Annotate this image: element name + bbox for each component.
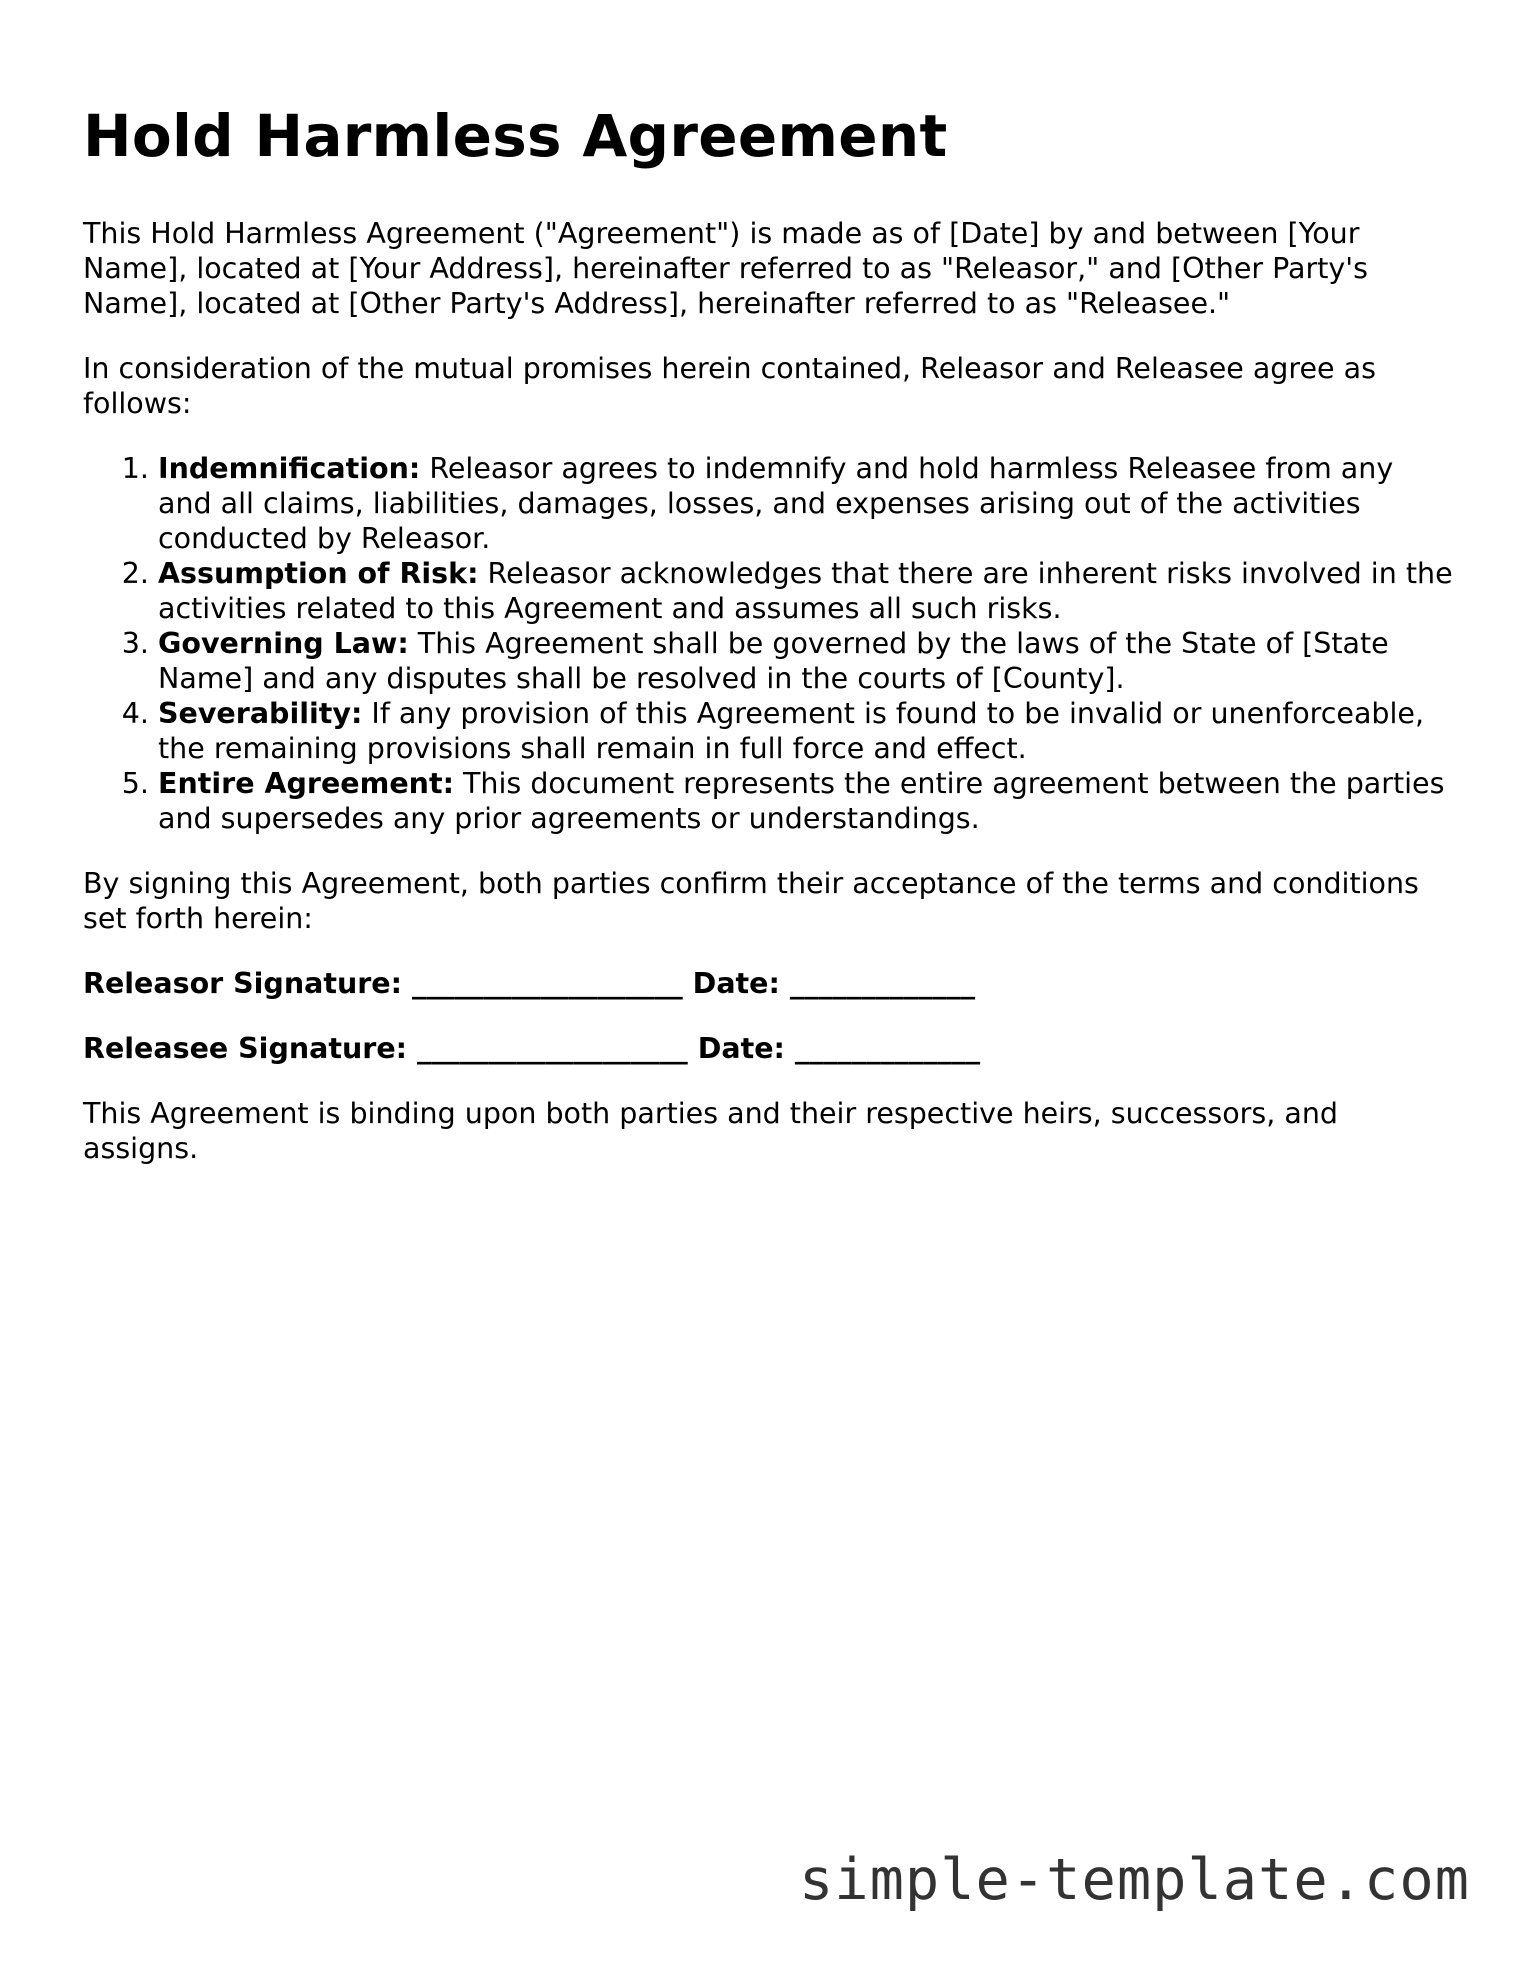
clause-term: Entire Agreement: [158,767,454,800]
clause-term: Severability: [158,697,363,730]
releasee-signature-label: Releasee Signature: [83,1032,408,1065]
clause-text: Releasor agrees to indemnify and hold harmless Releasee from any and all claims, liabilities, damages, losses, and expenses arising out of the activities conducted by Releasor. [158,452,1394,555]
releasee-signature-blank[interactable]: ___________________ [417,1032,688,1065]
clause-term: Indemnification: [158,452,421,485]
document-title: Hold Harmless Agreement [83,102,948,170]
intro-paragraph: This Hold Harmless Agreement ("Agreement") is made as of [Date] by and between [Your Name], located at [Your Address], hereinafter referred to as "Releasor," and [Other Party's Name], located at [Other Party's Address], hereinafter referred to as "Releasee." [83,217,1368,320]
binding-statement: This Agreement is binding upon both parties and their respective heirs, successors, and assigns. [83,1097,1338,1165]
releasor-signature-blank[interactable]: ___________________ [411,967,683,1000]
clause-assumption-of-risk [158,556,1453,626]
clause-term: Assumption of Risk: [158,557,479,590]
releasor-date-label: Date: [692,967,780,1000]
clause-governing-law [158,626,1453,696]
document-page [83,100,1453,1166]
releasor-signature-label: Releasor Signature: [83,967,403,1000]
releasee-date-label: Date: [697,1032,785,1065]
releasor-signature-line [83,966,1453,1001]
clause-text: This Agreement shall be governed by the laws of the State of [State Name] and any disputes shall be resolved in the courts of [County]. [158,627,1389,695]
clause-text: Releasor acknowledges that there are inherent risks involved in the activities related to this Agreement and assumes all such risks. [158,557,1453,625]
clause-list [83,451,1453,836]
clause-text: If any provision of this Agreement is found to be invalid or unenforceable, the remaining provisions shall remain in full force and effect. [158,697,1425,765]
consideration-paragraph: In consideration of the mutual promises herein contained, Releasor and Releasee agree as follows: [83,352,1376,420]
signing-statement: By signing this Agreement, both parties confirm their acceptance of the terms and conditions set forth herein: [83,867,1419,935]
releasor-date-blank[interactable]: _____________ [789,967,976,1000]
clause-text: This document represents the entire agreement between the parties and supersedes any prior agreements or understandings. [158,767,1445,835]
releasee-date-blank[interactable]: _____________ [794,1032,981,1065]
clause-term: Governing Law: [158,627,409,660]
clause-severability [158,696,1453,766]
clause-indemnification [158,451,1453,556]
releasee-signature-line [83,1031,1453,1066]
clause-entire-agreement [158,766,1453,836]
site-watermark: simple-template.com [798,1847,1470,1913]
